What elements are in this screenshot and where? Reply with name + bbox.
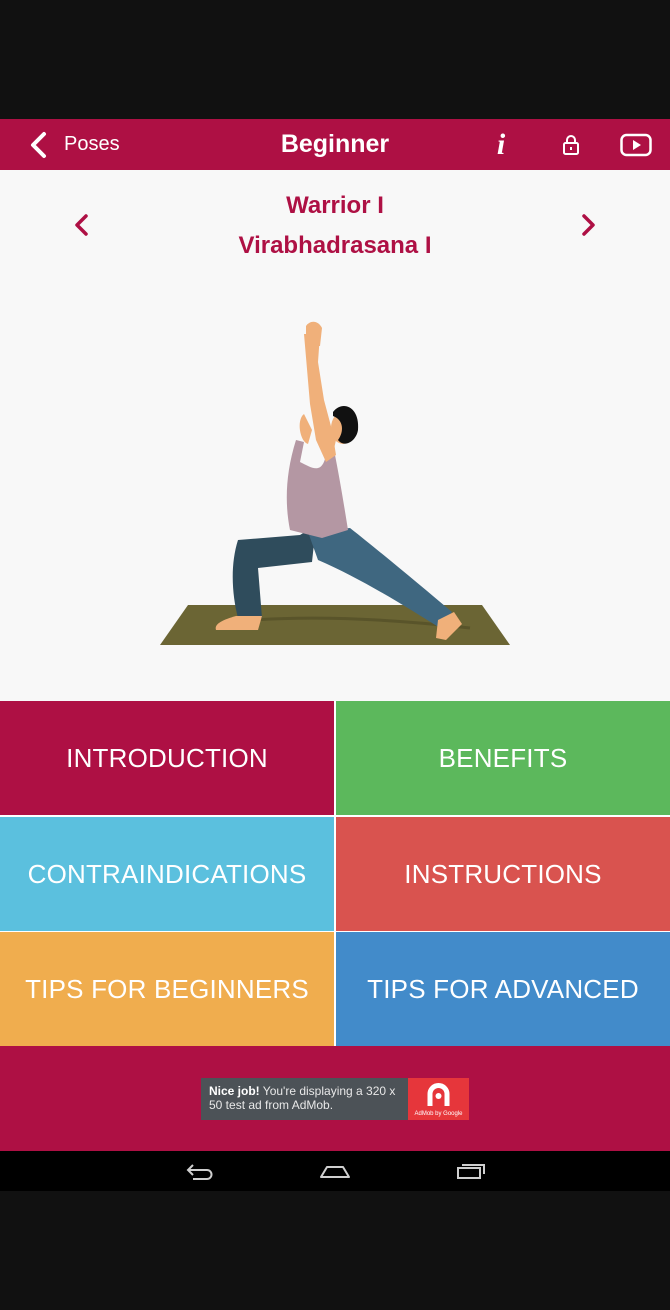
page-title: Beginner [280, 130, 390, 158]
video-button[interactable] [616, 119, 656, 170]
tips-for-beginners-tile[interactable]: TIPS FOR BEGINNERS [0, 932, 334, 1046]
system-back-button[interactable] [175, 1151, 225, 1191]
lock-button[interactable] [556, 119, 586, 170]
video-play-icon [620, 133, 652, 157]
instructions-tile[interactable]: INSTRUCTIONS [336, 817, 670, 931]
next-pose-button[interactable] [574, 210, 604, 240]
info-button[interactable] [486, 119, 516, 170]
admob-icon [408, 1080, 469, 1112]
ad-text [209, 1084, 409, 1112]
admob-logo [408, 1078, 469, 1120]
pose-english-name: Warrior I [286, 192, 384, 219]
ad-brand-caption: AdMob by Google [414, 1111, 463, 1117]
section-grid [0, 701, 670, 1046]
back-arrow-icon [185, 1162, 215, 1180]
back-button[interactable] [28, 119, 120, 170]
info-icon: i [496, 127, 506, 161]
system-home-button[interactable] [310, 1151, 360, 1191]
status-bar [0, 0, 670, 119]
pose-illustration [150, 315, 520, 655]
ad-area [0, 1046, 670, 1151]
bottom-area [0, 1191, 670, 1310]
back-label: Poses [64, 133, 120, 155]
system-recents-button[interactable] [446, 1151, 496, 1191]
lock-icon [562, 134, 580, 156]
ad-headline: Nice job! [209, 1084, 260, 1098]
recents-icon [456, 1163, 486, 1179]
home-icon [319, 1163, 351, 1179]
contraindications-tile[interactable]: CONTRAINDICATIONS [0, 817, 334, 931]
introduction-tile[interactable]: INTRODUCTION [0, 701, 334, 815]
benefits-tile[interactable]: BENEFITS [336, 701, 670, 815]
tips-for-advanced-tile[interactable]: TIPS FOR ADVANCED [336, 932, 670, 1046]
chevron-right-icon [581, 213, 597, 237]
pose-sanskrit-name: Virabhadrasana I [238, 232, 432, 259]
chevron-left-icon [28, 131, 48, 159]
system-nav-bar [0, 1151, 670, 1191]
ad-body: You're displaying a 320 x 50 test ad from AdMob. [209, 1084, 396, 1112]
app-bar [0, 119, 670, 170]
pose-detail [0, 170, 670, 701]
ad-banner[interactable] [201, 1078, 469, 1120]
